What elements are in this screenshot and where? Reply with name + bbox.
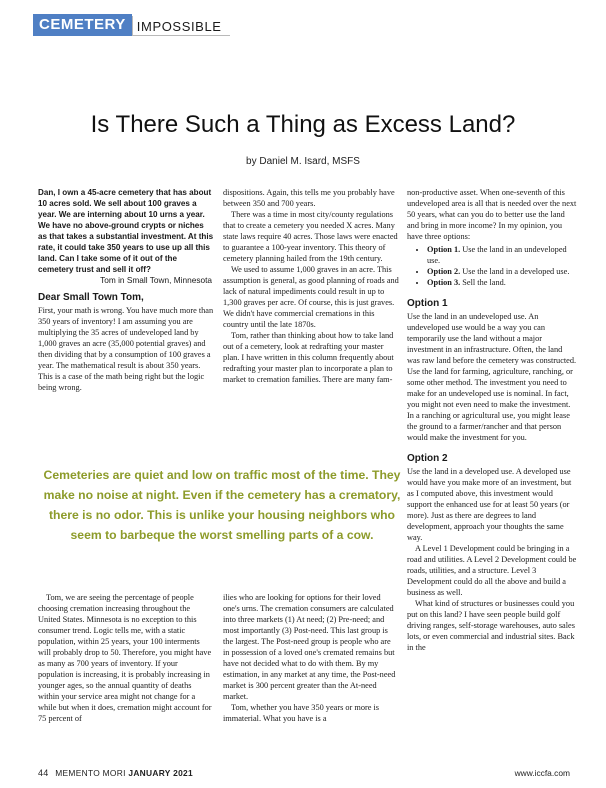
options-list — [407, 244, 577, 288]
column-2-upper — [223, 187, 399, 385]
byline: by Daniel M. Isard, MSFS — [246, 156, 360, 167]
body-paragraph: Tom, we are seeing the percentage of people choosing cremation increasing throughout the United States. Minnesota is no exception to this consumer trend. Logic tells me, with a static population, within 25 years, your 100 interments will probably drop to 50. Therefore, you might have as many as 700 years of inventory. If your population is increasing, it is probably increasing in younger ages, so the annual quantity of deaths within your service area might not change for a while but when it does, cremation might account for 75 percent of — [38, 593, 212, 723]
page-footer — [38, 768, 193, 778]
body-paragraph: Tom, rather than thinking about how to take land out of a cemetery, look at redrafting your master plan. I have written in this column frequently about redrafting your master plan to incorporate a plan to market to cremation families. There are many fam- — [223, 331, 394, 384]
body-paragraph: ilies who are looking for options for their loved one's urns. The cremation consumers are calculated into three markets (1) At need; (2) Pre-need; and most importantly (3) Post-need. This last group is the largest. The Post-need group is people who are in possession of a loved one's cremated remains but have not decided what to do with them. By my estimation, in any market at any time, the Post-need market is 300 percent greater than the At-need market. — [223, 593, 396, 701]
body-paragraph: There was a time in most city/county regulations that to create a cemetery you needed X acres. Many state laws require 40 acres. Those laws were enacted to guarantee a 100-year inventory. This theory of cemetery planning hailed from the 19th century. — [223, 210, 398, 263]
pull-quote: Cemeteries are quiet and low on traffic most of the time. They make no noise at night. Even if the cemetery has a crematory, there is no odor. This is unlike your housing neighbors who seem to barbeque the worst smelling parts of a cow. — [43, 468, 401, 542]
body-paragraph: non-productive asset. When one-seventh of this undeveloped area is all that is needed over the next 50 years, what can you do to better use the land and bring in more income? In my opinion, you have three options: — [407, 188, 577, 241]
section-header — [33, 14, 230, 36]
reply-heading: Dear Small Town Tom, — [38, 292, 144, 303]
category-tag: CEMETERY — [33, 14, 132, 36]
list-item: • Option 1. Use the land in an undeveloped use. — [427, 244, 577, 266]
body-paragraph: dispositions. Again, this tells me you probably have between 350 and 700 years. — [223, 188, 395, 208]
article-title: Is There Such a Thing as Excess Land? — [90, 111, 516, 138]
option-1-heading: Option 1 — [407, 298, 448, 309]
letter-signoff: Tom in Small Town, Minnesota — [100, 275, 212, 285]
column-1-upper — [38, 187, 214, 393]
reply-paragraph: First, your math is wrong. You have much more than 350 years of inventory! I am assuming you are multiplying the 35 acres of undeveloped land by 1,000 graves an acre (35,000 potential graves) and then dividing that by a consumption of 100 graves a year. The mathematical result is about 350 years. This is a case of the math being right but the logic being wrong. — [38, 306, 214, 392]
column-3 — [407, 187, 577, 653]
body-paragraph: Use the land in a developed use. A developed use would have you make more of an investment, but as I computed above, this investment would support the enhanced use for at least 50 years (or more). Just as there are degrees to land development, approach your thoughts the same way. — [407, 467, 572, 542]
website-link[interactable]: www.iccfa.com — [514, 768, 570, 778]
page-number: 44 — [38, 768, 49, 778]
column-1-lower — [38, 592, 214, 724]
body-paragraph: Tom, whether you have 350 years or more is immaterial. What you have is a — [223, 703, 380, 723]
reader-letter: Dan, I own a 45-acre cemetery that has about 10 acres sold. We sell about 100 graves a year. We are interning about 10 urns a year. We have no above-ground crypts or niches as that takes a substantial investment. At this rate, it could take 350 years to use up all this land. Can I take some of it out of the cemetery trust and sell it off? — [38, 188, 214, 274]
body-paragraph: Use the land in an undeveloped use. An undeveloped use would be a way you can temporarily use the land without a major investment in an infrastructure. Often, the land was raw land before the cemetery was constructed. Use the land for farming, agriculture, ranching, or some other method. The investment you need to make for an undeveloped use is nominal. In fact, you might not even need to make the investment. In a ranching or agricultural use, you might lease the ground to a farmer/rancher and that person would make the investment for you. — [407, 312, 577, 442]
body-paragraph: We used to assume 1,000 graves in an acre. This assumption is general, as good planning of roads and lack of natural impediments could result in up to 1,300 graves per acre. Of course, this is just graves. We didn't have commercial cremations in this country until the late 1870s. — [223, 265, 399, 329]
issue-date: JANUARY 2021 — [128, 768, 193, 778]
section-tag: IMPOSSIBLE — [132, 16, 230, 36]
publication-name: MEMENTO MORI — [55, 768, 126, 778]
body-paragraph: What kind of structures or businesses could you put on this land? I have seen people build golf driving ranges, self-storage warehouses, auto sales lots, or even commercial and industrial sites. Back in the — [407, 599, 575, 652]
column-2-lower — [223, 592, 399, 724]
option-2-heading: Option 2 — [407, 453, 448, 464]
list-item: • Option 3. Sell the land. — [427, 277, 577, 288]
list-item: • Option 2. Use the land in a developed use. — [427, 266, 577, 277]
body-paragraph: A Level 1 Development could be bringing in a road and utilities. A Level 2 Development could be roads, utilities, and a structure. Level 3 Development could do all the above and build a business as well. — [407, 544, 577, 597]
